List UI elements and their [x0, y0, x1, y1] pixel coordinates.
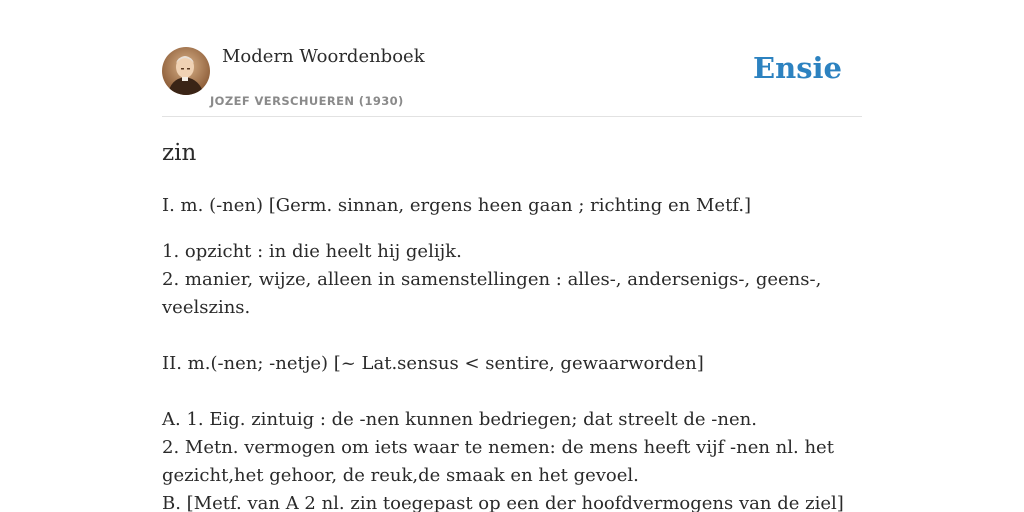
- spacer: [162, 220, 862, 238]
- definition-line: B. [Metf. van A 2 nl. zin toegepast op een der hoofdvermogens van de ziel]: [162, 493, 844, 512]
- spacer: [162, 378, 862, 406]
- author-portrait-image: [162, 47, 210, 95]
- dictionary-title[interactable]: Modern Woordenboek: [222, 46, 425, 67]
- definition-line: 1. opzicht : in die heelt hij gelijk.: [162, 241, 462, 262]
- site-header: [162, 0, 862, 117]
- entry-term: zin: [162, 140, 197, 166]
- definition-line: II. m.(-nen; -netje) [~ Lat.sensus < sentire, gewaarworden]: [162, 353, 704, 374]
- definition-line: gezicht,het gehoor, de reuk,de smaak en het gevoel.: [162, 465, 639, 486]
- author-avatar[interactable]: [162, 47, 210, 95]
- definition-line: 2. manier, wijze, alleen in samenstellingen : alles-, andersenigs-, geens-,: [162, 269, 822, 290]
- spacer: [162, 322, 862, 350]
- definition-line: A. 1. Eig. zintuig : de -nen kunnen bedriegen; dat streelt de -nen.: [162, 409, 757, 430]
- page: [162, 0, 862, 512]
- ensie-logo[interactable]: Ensie: [753, 51, 842, 85]
- entry-definition: [162, 192, 862, 512]
- dictionary-author: JOZEF VERSCHUEREN (1930): [210, 94, 404, 108]
- definition-intro: I. m. (-nen) [Germ. sinnan, ergens heen gaan ; richting en Metf.]: [162, 195, 752, 216]
- definition-line: 2. Metn. vermogen om iets waar te nemen: de mens heeft vijf -nen nl. het: [162, 437, 834, 458]
- definition-line: veelszins.: [162, 297, 251, 318]
